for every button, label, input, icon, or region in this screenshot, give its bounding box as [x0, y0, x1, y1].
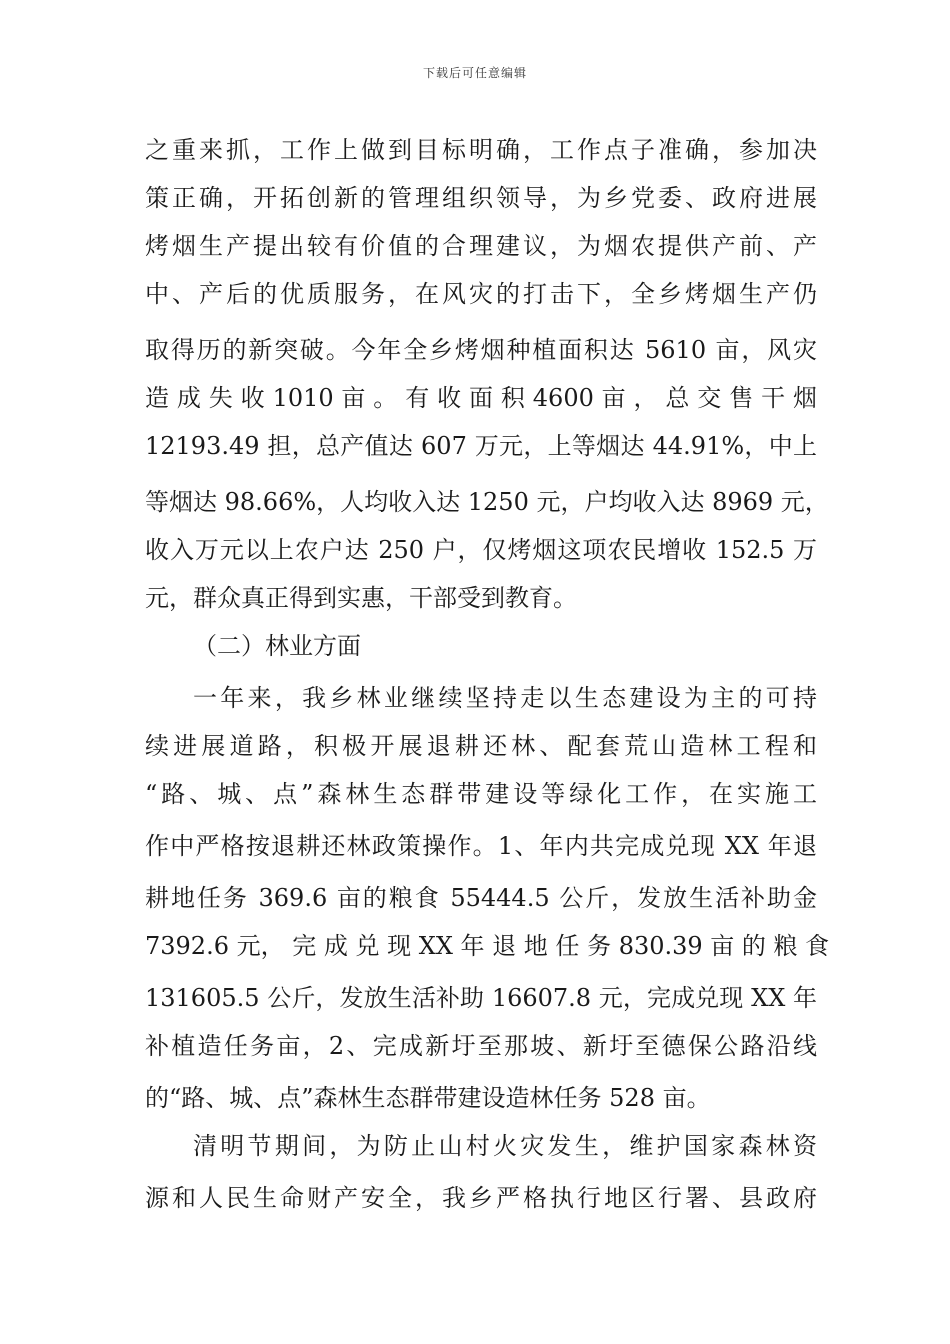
paragraph-line: 源和人民生命财产安全，我乡严格执行地区行署、县政府 — [145, 1184, 817, 1212]
paragraph-line: “路、城、点”森林生态群带建设等绿化工作，在实施工 — [145, 780, 817, 808]
paragraph-line: 耕地任务 369.6 亩的粮食 55444.5 公斤，发放生活补助金 — [145, 884, 817, 912]
paragraph-line: 一年来，我乡林业继续坚持走以生态建设为主的可持 — [193, 684, 817, 712]
paragraph-line: 元，群众真正得到实惠，干部受到教育。 — [145, 584, 577, 612]
paragraph-line: 清明节期间，为防止山村火灾发生，维护国家森林资 — [193, 1132, 817, 1160]
paragraph-line: 策正确，开拓创新的管理组织领导，为乡党委、政府进展 — [145, 184, 817, 212]
paragraph-line: 12193.49 担，总产值达 607 万元，上等烟达 44.91%，中上 — [145, 432, 817, 460]
paragraph-line: 续进展道路，积极开展退耕还林、配套荒山造林工程和 — [145, 732, 817, 760]
paragraph-line: 131605.5 公斤，发放生活补助 16607.8 元，完成兑现 XX 年 — [145, 984, 817, 1012]
paragraph-line: 之重来抓，工作上做到目标明确，工作点子准确，参加决 — [145, 136, 817, 164]
paragraph-line: 中、产后的优质服务，在风灾的打击下，全乡烤烟生产仍 — [145, 280, 817, 308]
section-heading: （二）林业方面 — [193, 632, 361, 660]
paragraph-line: 等烟达 98.66%，人均收入达 1250 元，户均收入达 8969 元， — [145, 488, 829, 516]
page-header: 下载后可任意编辑 — [422, 66, 527, 80]
paragraph-line: 补植造任务亩，2、完成新圩至那坡、新圩至德保公路沿线 — [145, 1032, 817, 1060]
paragraph-line: 造 成 失 收 1010 亩 。 有 收 面 积 4600 亩 ， 总 交 售 干 烟 — [145, 384, 817, 412]
paragraph-line: 烤烟生产提出较有价值的合理建议，为烟农提供产前、产 — [145, 232, 817, 260]
paragraph-line: 7392.6 元， 完 成 兑 现 XX 年 退 地 任 务 830.39 亩 的 粮 食 — [145, 932, 830, 960]
paragraph-line: 取得历的新突破。今年全乡烤烟种植面积达 5610 亩，风灾 — [145, 336, 817, 364]
paragraph-line: 作中严格按退耕还林政策操作。1、年内共完成兑现 XX 年退 — [145, 832, 817, 860]
paragraph-line: 的“路、城、点”森林生态群带建设造林任务 528 亩。 — [145, 1084, 711, 1112]
paragraph-line: 收入万元以上农户达 250 户，仅烤烟这项农民增收 152.5 万 — [145, 536, 817, 564]
